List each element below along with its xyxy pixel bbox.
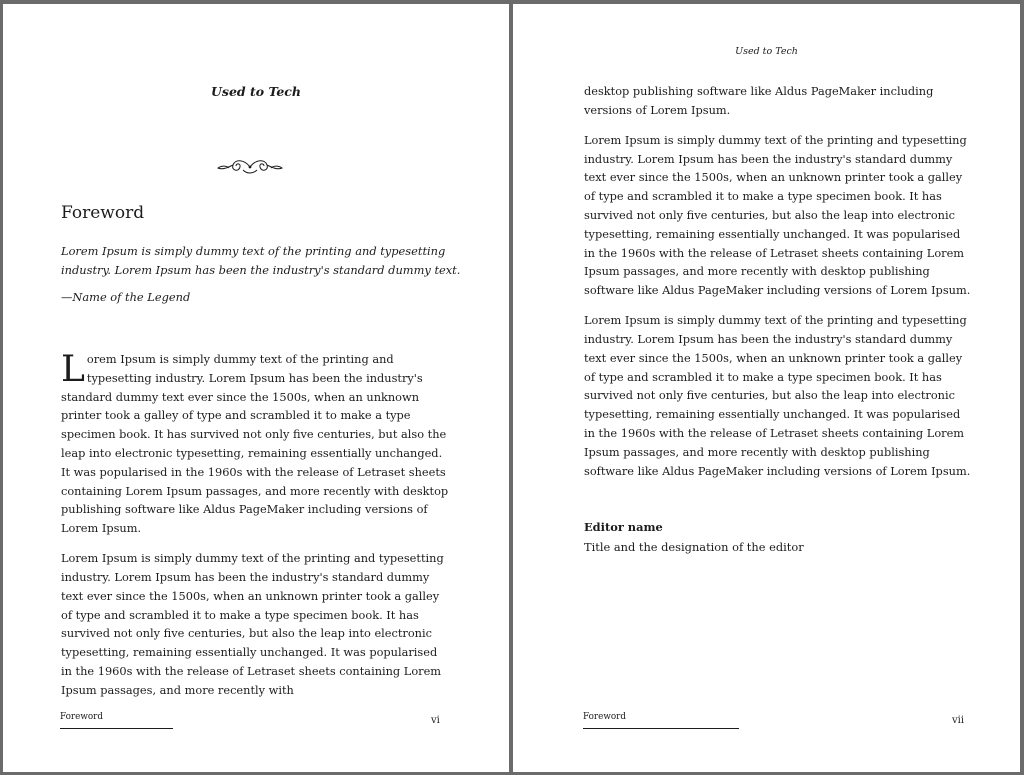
editor-name: Editor name (584, 520, 663, 534)
left-body-text (61, 349, 451, 697)
body-paragraph (61, 350, 451, 538)
right-page (513, 4, 1020, 772)
body-paragraph: Lorem Ipsum is simply dummy text of the printing and typesetting industry. Lorem Ipsum has been the industry's standard dummy text ever since the 1500s, when an unknown printer took a galley of type and scrambled it to make a type specimen book. It has survived not only five centuries, but also the leap into electronic typesetting, remaining essentially unchanged. It was popularised in the 1960s with the release of Letraset sheets containing Lorem Ipsum passages, and more recently with desktop publishing software like Aldus PageMaker including versions of Lorem Ipsum. (584, 132, 971, 298)
page-number: vii (952, 715, 965, 726)
body-paragraph: Lorem Ipsum is simply dummy text of the printing and typesetting industry. Lorem Ipsum has been the industry's standard dummy text ever since the 1500s, when an unknown printer took a galley of type and scrambled it to make a type specimen book. It has survived not only five centuries, but also the leap into electronic typesetting, remaining essentially unchanged. It was popularised in the 1960s with the release of Letraset sheets containing Lorem Ipsum passages, and more recently with desktop publishing software like Aldus PageMaker including versions of Lorem Ipsum. (584, 313, 971, 478)
page-number: vi (431, 715, 440, 726)
epigraph-attribution: —Name of the Legend (61, 290, 191, 304)
footer-section-label: Foreword (60, 712, 103, 722)
epigraph-quote: Lorem Ipsum is simply dummy text of the printing and typesetting industry. Lorem Ipsum has been the industry's standard dummy text. (61, 244, 461, 277)
chapter-title: Foreword (61, 203, 145, 223)
right-body-text (584, 82, 974, 492)
drop-cap: L (61, 349, 85, 390)
running-head: Used to Tech (735, 46, 798, 57)
footer-rule (60, 728, 173, 729)
editor-designation: Title and the designation of the editor (584, 540, 804, 554)
footer-rule (583, 728, 739, 729)
editor-signature (584, 520, 804, 554)
footer-section-label: Foreword (583, 712, 626, 722)
flourish-divider-icon (217, 156, 283, 178)
left-page (3, 4, 509, 772)
running-head: Used to Tech (211, 84, 301, 99)
body-paragraph: Lorem Ipsum is simply dummy text of the printing and typesetting industry. Lorem Ipsum has been the industry's standard dummy text ever since the 1500s, when an unknown printer took a galley of type and scrambled it to make a type specimen book. It has survived not only five centuries, but also the leap into electronic typesetting, remaining essentially unchanged. It was popularised in the 1960s with the release of Letraset sheets containing Lorem Ipsum passages, and more recently with (61, 551, 444, 697)
paragraph-text: orem Ipsum is simply dummy text of the printing and typesetting industry. Lorem Ipsum has been the industry's standard dummy text ever since the 1500s, when an unknown printer took a galley of type and scrambled it to make a type specimen book. It has survived not only five centuries, but also the leap into electronic typesetting, remaining essentially unchanged. It was popularised in the 1960s with the release of Letraset sheets containing Lorem Ipsum passages, and more recently with desktop publishing software like Aldus PageMaker including versions of Lorem Ipsum. (61, 352, 449, 536)
body-paragraph: desktop publishing software like Aldus PageMaker including versions of Lorem Ipsum. (584, 84, 934, 117)
